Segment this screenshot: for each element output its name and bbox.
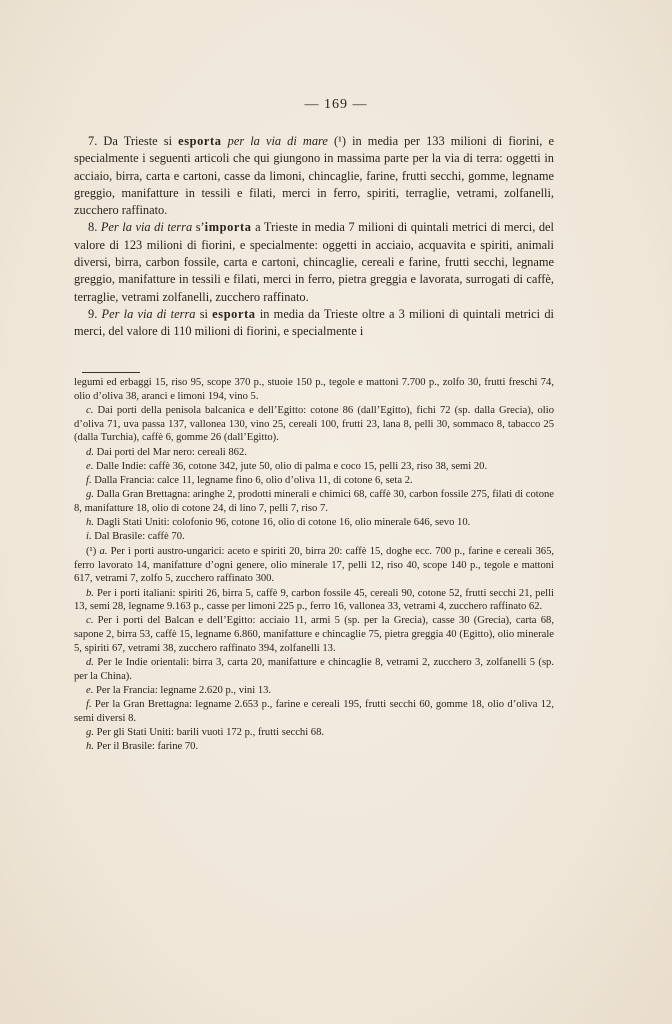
- note-letter: f.: [86, 699, 92, 711]
- note-letter: d.: [86, 446, 94, 458]
- paragraph-7: [74, 133, 554, 219]
- note-item: [74, 474, 554, 488]
- page-number: — 169 —: [304, 97, 368, 112]
- footnotes: [74, 376, 554, 754]
- paragraph-body: in media da Trieste oltre a 3 milioni di quintali metrici di merci, del valore di 110 milioni di fiorini, e specialmente i: [74, 306, 554, 339]
- note-text: Per la Gran Brettagna: legname 2.653 p., farine e cereali 195, frutti secchi 60, gomme 18, olio d’oliva 12, semi diversi 8.: [74, 699, 554, 724]
- paragraph-verb: esporta: [178, 134, 222, 148]
- paragraph-verb: esporta: [212, 306, 256, 321]
- note-letter: c.: [86, 615, 94, 627]
- footnote-item: [74, 698, 554, 725]
- note-letter: e.: [86, 684, 94, 696]
- footnote-item: [74, 587, 554, 614]
- note-letter: g.: [86, 489, 94, 501]
- note-text: Per le Indie orientali: birra 3, carta 20, manifatture e chincaglie 8, vetrami 2, zucchero 3, zolfanelli 5 (sp. per la China).: [74, 657, 555, 682]
- note-letter: a.: [99, 545, 108, 557]
- note-letter: h.: [86, 741, 94, 753]
- note-letter: e.: [86, 460, 94, 472]
- footnote-item: [74, 740, 554, 754]
- footnote-item: [74, 614, 554, 655]
- paragraph-9: [74, 306, 554, 341]
- note-text: Per il Brasile: farine 70.: [96, 741, 199, 753]
- note-text: Per i porti del Balcan e dell’Egitto: acciaio 11, armi 5 (sp. per la Grecia), casse 30 (Grecia), carta 68, sapone 2, birra 53, caffè 15, legname 6.860, manifatture e chincaglie 75, pietra greggia 40 (Egitto), olio minerale 5, spiriti 67, vetrami 38, zucchero raffinato 394, zolfanelli 13.: [74, 615, 554, 654]
- note-text: Per i porti italiani: spiriti 26, birra 5, caffè 9, carbon fossile 45, cereali 90, cotone 52, frutti secchi 21, pelli 13, semi 28, legname 9.163 p., casse per limoni 225 p., ferro 16, vallonea 33, vetrami 4, zucchero raffinato 62.: [74, 587, 554, 613]
- paragraph-lead: Da Trieste si: [103, 134, 173, 148]
- paragraph-lead: si: [199, 306, 208, 321]
- paragraph-body: a Trieste in media 7 milioni di quintali metrici di merci, del valore di 123 milioni di fiorini, e specialmente: oggetti in acciaio, acquavita e spiriti, animali diversi, birra, carbon fossile, carta e cartoni, chincaglie, cereali e farine, frutti secchi, legname greggio, manifatture in tessili e filati, merci in ferro, pietra greggia e lavorata, surrogati di caffè, terraglie, vetrami zolfanelli, zucchero raffinato.: [74, 220, 554, 304]
- note-item: [74, 460, 554, 474]
- note-item: [74, 446, 554, 460]
- paragraph-number: 8.: [88, 220, 98, 235]
- note-item: [74, 530, 554, 544]
- note-text: Per la Francia: legname 2.620 p., vini 13.: [96, 684, 272, 696]
- note-text: Dalle Indie: caffè 36, cotone 342, jute 50, olio di palma e coco 15, pelli 23, riso 38, semi 20.: [96, 460, 488, 472]
- note-text: Dagli Stati Uniti: colofonio 96, cotone 16, olio di cotone 16, olio minerale 646, sevo 10.: [96, 517, 471, 529]
- note-letter: i.: [86, 531, 92, 543]
- paragraph-number: 9.: [88, 306, 98, 321]
- note-text: Per i porti austro-ungarici: aceto e spiriti 20, birra 20: caffè 15, doghe ecc. 700 p., farine e cereali 365, ferro lavorato 14, manifatture d’ogni genere, olio minerale 17, pelli 12, riso 40, scope 140 p., tegole e mattoni 617, vetrami 7, zolfo 5, zucchero raffinato 300.: [74, 545, 555, 585]
- note-letter: h.: [86, 517, 94, 529]
- paragraph-route: Per la via di terra: [101, 306, 196, 321]
- paragraph-route: per la via di mare: [227, 134, 328, 148]
- paragraph-body: in media per 133 milioni di fiorini, e specialmente i seguenti articoli che qui giungono in massima parte per la via di terra: oggetti in acciaio, birra, carta e cartoni, casse da limoni, chincaglie, farine, frutti secchi, gomme, legname greggio, manifatture in tessili e filati, merci in ferro, spiriti, terraglie, vetrami, zolfanelli, zucchero raffinato.: [74, 134, 554, 218]
- footnote-item: [74, 545, 554, 586]
- paragraph-route: Per la via di terra: [100, 220, 193, 235]
- footnote-item: [74, 656, 554, 683]
- note-text: Dalla Gran Brettagna: aringhe 2, prodotti minerali e chimici 68, caffè 30, carbon fossile 275, filati di cotone 8, manifatture 18, olio di cotone 24, di lino 7, pelli 7, riso 7.: [74, 489, 554, 514]
- note-letter: f.: [86, 474, 92, 486]
- note-letter: g.: [86, 727, 94, 739]
- note-letter: d.: [86, 657, 94, 669]
- note-item: [74, 404, 554, 445]
- note-text: Dal Brasile: caffè 70.: [94, 531, 185, 543]
- note-text: Dai porti della penisola balcanica e dell’Egitto: cotone 86 (dall’Egitto), fichi 72 (sp. dalla Grecia), olio d’oliva 71, uva passa 137, vallonea 130, vino 25, cereali 100, frutti 23, lana 8, pelli 30, sommaco 8, tabacco 25 (dalla Turchia), caffè 6, gomme 26 (dall’Egitto).: [74, 404, 554, 444]
- note-item: [74, 516, 554, 530]
- paragraph-number: 7.: [88, 134, 98, 148]
- note-letter: b.: [86, 587, 94, 599]
- paragraph-pre: s’: [195, 220, 205, 235]
- footnote-mark: (¹): [86, 545, 97, 557]
- note-letter: c.: [86, 404, 94, 416]
- footnote-item: [74, 726, 554, 740]
- paragraph-8: [74, 219, 554, 305]
- footnote-mark: (¹): [334, 134, 346, 148]
- note-text: Per gli Stati Uniti: barili vuoti 172 p., frutti secchi 68.: [96, 727, 325, 739]
- note-text: Dai porti del Mar nero: cereali 862.: [96, 446, 247, 458]
- note-item: [74, 488, 554, 515]
- main-text: [74, 133, 554, 341]
- footnote-rule: [82, 372, 140, 373]
- note-text: Dalla Francia: calce 11, legname fino 6, olio d’oliva 11, di cotone 6, seta 2.: [94, 474, 413, 486]
- footnote-item: [74, 684, 554, 698]
- note-continuation: legumi ed erbaggi 15, riso 95, scope 370 p., stuoie 150 p., tegole e mattoni 7.700 p., zolfo 30, frutti freschi 74, olio d’oliva 38, aranci e limoni 194, vino 5.: [74, 377, 554, 402]
- paragraph-verb: importa: [204, 220, 252, 235]
